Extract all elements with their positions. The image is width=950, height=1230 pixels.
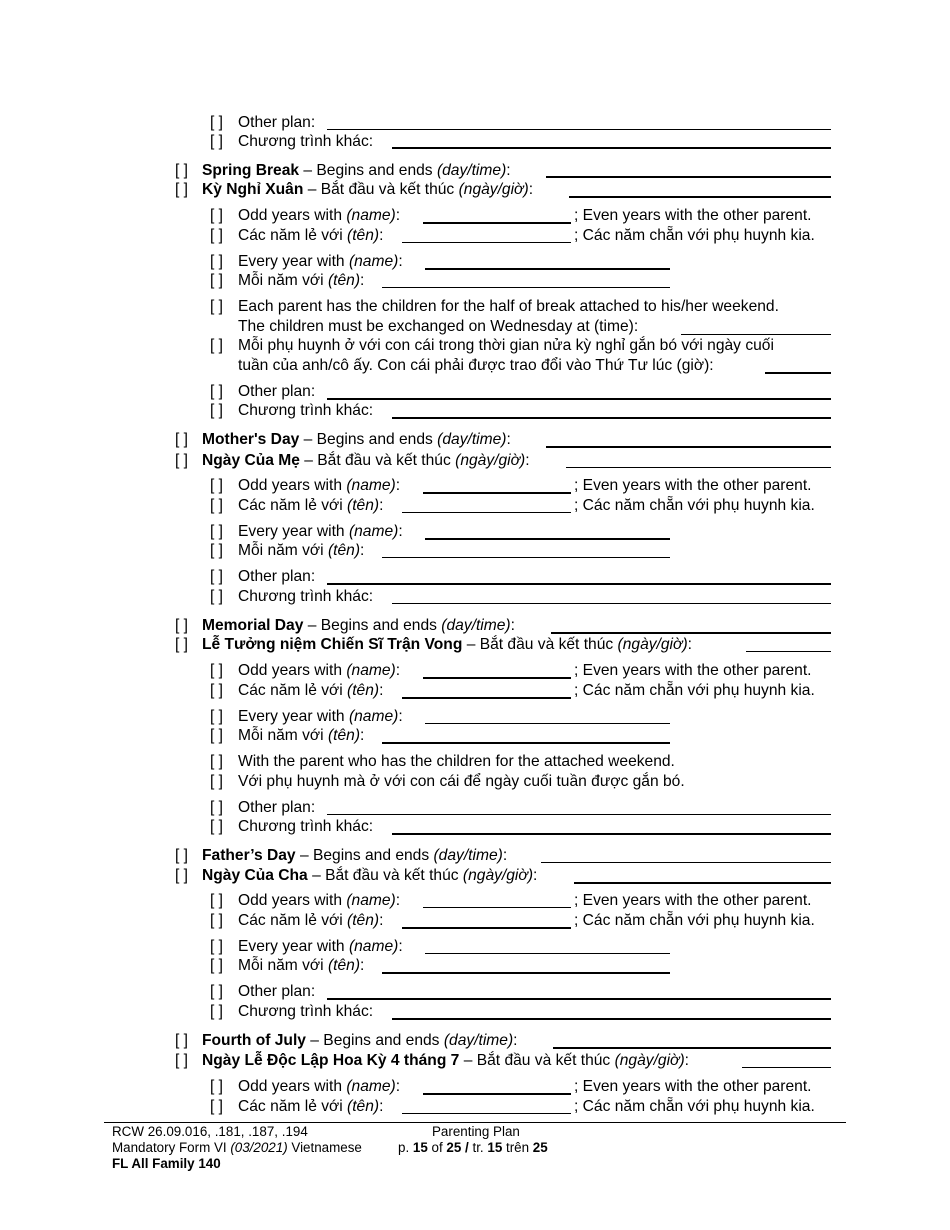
even-years-text: ; Even years with the other parent.: [574, 892, 812, 909]
memorial-day-heading-vi: Lễ Tưởng niệm Chiến Sĩ Trận Vong – Bắt đầu và kết thúc (ngày/giờ):: [202, 636, 692, 653]
fourth-of-july-daytime-field[interactable]: [553, 1047, 831, 1049]
odd-years-label-vi: Các năm lẻ với (tên):: [238, 227, 384, 244]
checkbox[interactable]: [ ]: [210, 207, 223, 224]
fathers-day-heading-vi: Ngày Của Cha – Bắt đầu và kết thúc (ngày/giờ):: [202, 867, 538, 884]
spring-break-daytime-field[interactable]: [546, 176, 831, 178]
odd-years-name-field[interactable]: [423, 492, 571, 494]
checkbox[interactable]: [ ]: [210, 799, 223, 816]
even-years-text: ; Even years with the other parent.: [574, 477, 812, 494]
odd-years-label-vi: Các năm lẻ với (tên):: [238, 912, 384, 929]
checkbox[interactable]: [ ]: [210, 497, 223, 514]
checkbox[interactable]: [ ]: [175, 847, 188, 864]
other-plan-field-vi[interactable]: [392, 417, 831, 419]
attached-weekend-text-vi: Với phụ huynh mà ở với con cái để ngày cuối tuần được gắn bó.: [238, 773, 685, 790]
exchange-time-field-vi[interactable]: [765, 372, 831, 374]
every-year-label: Every year with (name):: [238, 253, 403, 270]
spring-break-heading: Spring Break – Begins and ends (day/time):: [202, 162, 511, 179]
footer-form-info: Mandatory Form VI (03/2021) Vietnamese: [112, 1140, 362, 1155]
checkbox[interactable]: [ ]: [175, 1052, 188, 1069]
checkbox[interactable]: [ ]: [210, 477, 223, 494]
other-plan-field[interactable]: [327, 998, 831, 1000]
checkbox[interactable]: [ ]: [210, 337, 223, 354]
checkbox[interactable]: [ ]: [210, 1098, 223, 1115]
other-plan-label: Other plan:: [238, 383, 316, 400]
other-plan-label: Other plan:: [238, 568, 316, 585]
other-plan-label: Other plan:: [238, 799, 316, 816]
even-years-text-vi: ; Các năm chẵn với phụ huynh kia.: [574, 497, 815, 514]
every-year-label-vi: Mỗi năm với (tên):: [238, 272, 365, 289]
every-year-name-field-vi[interactable]: [382, 972, 670, 974]
checkbox[interactable]: [ ]: [210, 708, 223, 725]
checkbox[interactable]: [ ]: [210, 818, 223, 835]
odd-years-name-field[interactable]: [423, 222, 571, 224]
fourth-of-july-heading-vi: Ngày Lễ Độc Lập Hoa Kỳ 4 tháng 7 – Bắt đầu và kết thúc (ngày/giờ):: [202, 1052, 690, 1069]
checkbox[interactable]: [ ]: [210, 253, 223, 270]
odd-years-name-field-vi[interactable]: [402, 927, 571, 929]
every-year-name-field[interactable]: [425, 268, 670, 270]
checkbox[interactable]: [ ]: [210, 753, 223, 770]
checkbox[interactable]: [ ]: [210, 682, 223, 699]
checkbox[interactable]: [ ]: [210, 383, 223, 400]
footer-rcw: RCW 26.09.016, .181, .187, .194: [112, 1124, 308, 1139]
checkbox[interactable]: [ ]: [210, 272, 223, 289]
mothers-day-daytime-field[interactable]: [546, 446, 831, 448]
every-year-name-field[interactable]: [425, 953, 670, 954]
other-plan-label-vi: Chương trình khác:: [238, 818, 374, 835]
other-plan-field-vi[interactable]: [392, 147, 831, 149]
checkbox[interactable]: [ ]: [210, 523, 223, 540]
odd-years-label-vi: Các năm lẻ với (tên):: [238, 682, 384, 699]
every-year-name-field[interactable]: [425, 538, 670, 540]
other-plan-label-vi: Chương trình khác:: [238, 402, 374, 419]
checkbox[interactable]: [ ]: [210, 568, 223, 585]
half-break-text: Each parent has the children for the half of break attached to his/her weekend.: [238, 298, 779, 315]
every-year-label: Every year with (name):: [238, 708, 403, 725]
every-year-label: Every year with (name):: [238, 938, 403, 955]
odd-years-label: Odd years with (name):: [238, 892, 401, 909]
checkbox[interactable]: [ ]: [210, 773, 223, 790]
odd-years-label: Odd years with (name):: [238, 1078, 401, 1095]
checkbox[interactable]: [ ]: [175, 431, 188, 448]
fourth-of-july-daytime-field-vi[interactable]: [742, 1067, 831, 1068]
every-year-label-vi: Mỗi năm với (tên):: [238, 542, 365, 559]
footer-form-code: FL All Family 140: [112, 1156, 221, 1171]
mothers-day-heading: Mother's Day – Begins and ends (day/time):: [202, 431, 511, 448]
other-plan-field[interactable]: [327, 129, 831, 130]
checkbox[interactable]: [ ]: [210, 227, 223, 244]
odd-years-name-field-vi[interactable]: [402, 242, 571, 243]
odd-years-name-field-vi[interactable]: [402, 1113, 571, 1114]
checkbox[interactable]: [ ]: [175, 636, 188, 653]
checkbox[interactable]: [ ]: [210, 402, 223, 419]
even-years-text-vi: ; Các năm chẵn với phụ huynh kia.: [574, 1098, 815, 1115]
checkbox[interactable]: [ ]: [175, 181, 188, 198]
other-plan-field-vi[interactable]: [392, 1018, 831, 1020]
checkbox[interactable]: [ ]: [210, 983, 223, 1000]
spring-break-heading-vi: Kỳ Nghỉ Xuân – Bắt đầu và kết thúc (ngày/giờ):: [202, 181, 534, 198]
checkbox[interactable]: [ ]: [175, 867, 188, 884]
odd-years-label: Odd years with (name):: [238, 662, 401, 679]
footer-page-number: p. 15 of 25 / tr. 15 trên 25: [398, 1140, 548, 1155]
odd-years-name-field[interactable]: [423, 1093, 571, 1095]
fathers-day-daytime-field-vi[interactable]: [574, 882, 831, 884]
checkbox[interactable]: [ ]: [210, 727, 223, 744]
checkbox[interactable]: [ ]: [210, 542, 223, 559]
checkbox[interactable]: [ ]: [210, 133, 223, 150]
footer-doc-title: Parenting Plan: [432, 1124, 520, 1139]
other-plan-field-vi[interactable]: [392, 603, 831, 604]
checkbox[interactable]: [ ]: [210, 1003, 223, 1020]
attached-weekend-text: With the parent who has the children for the attached weekend.: [238, 753, 675, 770]
checkbox[interactable]: [ ]: [175, 162, 188, 179]
even-years-text-vi: ; Các năm chẵn với phụ huynh kia.: [574, 912, 815, 929]
half-break-text-vi: Mỗi phụ huynh ở với con cái trong thời gian nửa kỳ nghỉ gắn bó với ngày cuối: [238, 337, 774, 354]
even-years-text: ; Even years with the other parent.: [574, 1078, 812, 1095]
every-year-name-field-vi[interactable]: [382, 287, 670, 288]
odd-years-label-vi: Các năm lẻ với (tên):: [238, 1098, 384, 1115]
checkbox[interactable]: [ ]: [210, 912, 223, 929]
other-plan-label: Other plan:: [238, 114, 316, 131]
odd-years-name-field[interactable]: [423, 907, 571, 908]
memorial-day-daytime-field[interactable]: [551, 632, 831, 634]
checkbox[interactable]: [ ]: [175, 617, 188, 634]
other-plan-label-vi: Chương trình khác:: [238, 588, 374, 605]
checkbox[interactable]: [ ]: [210, 892, 223, 909]
even-years-text-vi: ; Các năm chẵn với phụ huynh kia.: [574, 227, 815, 244]
even-years-text: ; Even years with the other parent.: [574, 207, 812, 224]
mothers-day-daytime-field-vi[interactable]: [566, 467, 831, 468]
other-plan-field-vi[interactable]: [392, 833, 831, 835]
other-plan-field[interactable]: [327, 814, 831, 815]
checkbox[interactable]: [ ]: [210, 957, 223, 974]
other-plan-label-vi: Chương trình khác:: [238, 133, 374, 150]
every-year-label-vi: Mỗi năm với (tên):: [238, 957, 365, 974]
fathers-day-daytime-field[interactable]: [541, 862, 831, 863]
even-years-text: ; Even years with the other parent.: [574, 662, 812, 679]
odd-years-label: Odd years with (name):: [238, 477, 401, 494]
footer-divider: [104, 1122, 846, 1123]
half-break-text-vi-2: tuần của anh/cô ấy. Con cái phải được trao đổi vào Thứ Tư lúc (giờ):: [238, 357, 714, 374]
exchange-time-field[interactable]: [681, 334, 831, 335]
checkbox[interactable]: [ ]: [210, 662, 223, 679]
odd-years-name-field-vi[interactable]: [402, 512, 571, 513]
odd-years-name-field-vi[interactable]: [402, 697, 571, 699]
odd-years-name-field[interactable]: [423, 677, 571, 679]
checkbox[interactable]: [ ]: [210, 114, 223, 131]
memorial-day-daytime-field-vi[interactable]: [746, 651, 831, 652]
memorial-day-heading: Memorial Day – Begins and ends (day/time):: [202, 617, 515, 634]
even-years-text-vi: ; Các năm chẵn với phụ huynh kia.: [574, 682, 815, 699]
every-year-label-vi: Mỗi năm với (tên):: [238, 727, 365, 744]
other-plan-label-vi: Chương trình khác:: [238, 1003, 374, 1020]
spring-break-daytime-field-vi[interactable]: [569, 196, 831, 198]
every-year-name-field-vi[interactable]: [382, 557, 670, 558]
fathers-day-heading: Father’s Day – Begins and ends (day/time):: [202, 847, 508, 864]
checkbox[interactable]: [ ]: [175, 452, 188, 469]
mothers-day-heading-vi: Ngày Của Mẹ – Bắt đầu và kết thúc (ngày/giờ):: [202, 452, 530, 469]
checkbox[interactable]: [ ]: [175, 1032, 188, 1049]
other-plan-label: Other plan:: [238, 983, 316, 1000]
half-break-text-2: The children must be exchanged on Wednesday at (time):: [238, 318, 639, 335]
odd-years-label: Odd years with (name):: [238, 207, 401, 224]
checkbox[interactable]: [ ]: [210, 938, 223, 955]
fourth-of-july-heading: Fourth of July – Begins and ends (day/time):: [202, 1032, 518, 1049]
every-year-label: Every year with (name):: [238, 523, 403, 540]
checkbox[interactable]: [ ]: [210, 1078, 223, 1095]
checkbox[interactable]: [ ]: [210, 298, 223, 315]
odd-years-label-vi: Các năm lẻ với (tên):: [238, 497, 384, 514]
every-year-name-field[interactable]: [425, 723, 670, 724]
other-plan-field[interactable]: [327, 398, 831, 400]
checkbox[interactable]: [ ]: [210, 588, 223, 605]
every-year-name-field-vi[interactable]: [382, 742, 670, 744]
other-plan-field[interactable]: [327, 583, 831, 585]
